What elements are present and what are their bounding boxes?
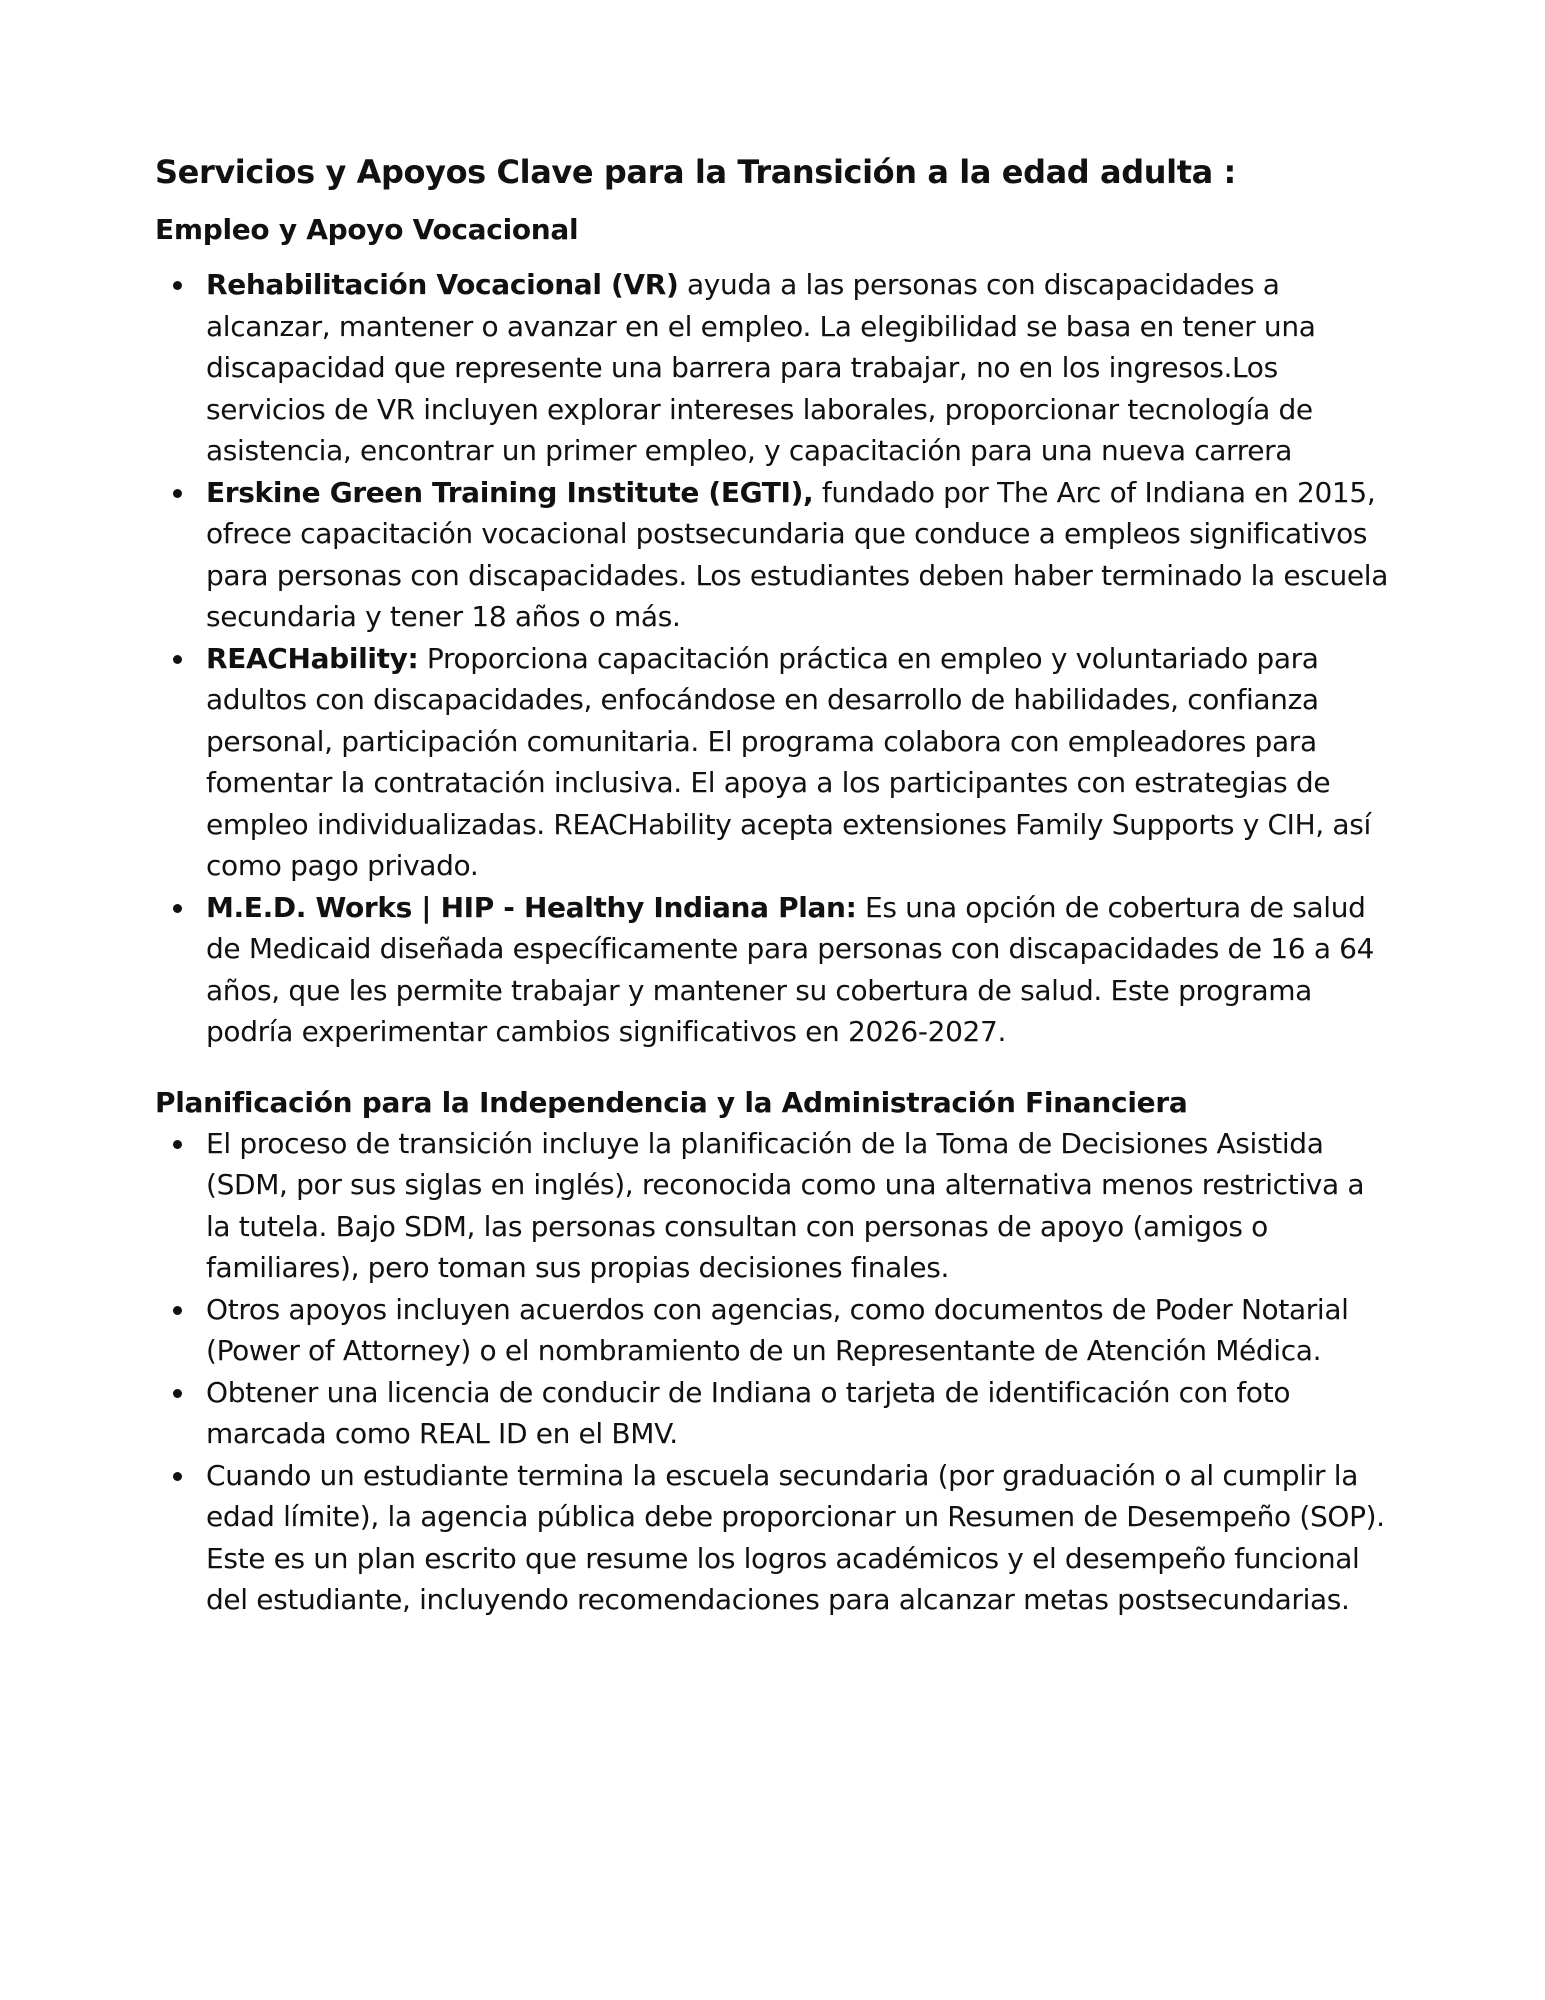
bullet-icon <box>173 1389 182 1398</box>
item-lead: Rehabilitación Vocacional (VR) <box>206 268 679 301</box>
list-item-summary-of-performance <box>155 1455 1395 1621</box>
document-page <box>155 150 1395 1621</box>
item-text: Obtener una licencia de conducir de Indiana o tarjeta de identificación con foto marcada como REAL ID en el BMV. <box>206 1375 1291 1450</box>
item-text: Cuando un estudiante termina la escuela secundaria (por graduación o al cumplir la edad límite), la agencia pública debe proporcionar un Resumen de Desempeño (SOP). Este es un plan escrito que resume los logros académicos y el desempeño funcional del estudiante, incluyendo recomendaciones para alcanzar metas postsecundarias. <box>206 1458 1385 1616</box>
item-lead: Erskine Green Training Institute (EGTI), <box>206 475 814 509</box>
item-text: fundado por The Arc of Indiana en 2015, ofrece capacitación vocacional postsecundaria que conduce a empleos significativos para personas con discapacidades. Los estudiantes deben haber terminado la escuela secundaria y tener 18 años o más. <box>206 475 1389 633</box>
bullet-icon <box>173 1140 182 1149</box>
list-item-med-works <box>155 887 1395 1053</box>
list-item-supported-decision-making <box>155 1123 1395 1289</box>
bullet-icon <box>173 281 182 290</box>
independence-list <box>155 1123 1395 1621</box>
list-item-vocational-rehabilitation <box>155 264 1395 472</box>
bullet-icon <box>173 1306 182 1315</box>
item-text: El proceso de transición incluye la planificación de la Toma de Decisiones Asistida (SDM, por sus siglas en inglés), reconocida como una alternativa menos restrictiva a la tutela. Bajo SDM, las personas consultan con personas de apoyo (amigos o familiares), pero toman sus propias decisiones finales. <box>206 1126 1365 1284</box>
section-heading-employment: Empleo y Apoyo Vocacional <box>155 213 579 246</box>
employment-list <box>155 264 1395 1053</box>
item-text: ayuda a las personas con discapacidades a alcanzar, mantener o avanzar en el empleo. La elegibilidad se basa en tener una discapacidad que represente una barrera para trabajar, no en los ingresos.Los servicios de VR incluyen explorar intereses laborales, proporcionar tecnología de asistencia, encontrar un primer empleo, y capacitación para una nueva carrera <box>206 268 1316 467</box>
list-item-other-supports <box>155 1289 1395 1372</box>
bullet-icon <box>173 655 182 664</box>
bullet-icon <box>173 1472 182 1481</box>
item-text: Es una opción de cobertura de salud de Medicaid diseñada específicamente para personas con discapacidades de 16 a 64 años, que les permite trabajar y mantener su cobertura de salud. Este programa podría experimentar cambios significativos en 2026-2027. <box>206 890 1375 1048</box>
list-item-real-id <box>155 1372 1395 1455</box>
document-title: Servicios y Apoyos Clave para la Transición a la edad adulta : <box>155 153 1236 191</box>
item-lead: REACHability: <box>206 641 419 675</box>
item-lead: M.E.D. Works | HIP - Healthy Indiana Plan: <box>206 890 857 924</box>
bullet-icon <box>173 489 182 498</box>
list-item-reachability <box>155 638 1395 887</box>
section-heading-independence: Planificación para la Independencia y la Administración Financiera <box>155 1085 1188 1119</box>
bullet-icon <box>173 904 182 913</box>
item-text: Proporciona capacitación práctica en empleo y voluntariado para adultos con discapacidades, enfocándose en desarrollo de habilidades, confianza personal, participación comunitaria. El programa colabora con empleadores para fomentar la contratación inclusiva. El apoya a los participantes con estrategias de empleo individualizadas. REACHability acepta extensiones Family Supports y CIH, así como pago privado. <box>206 641 1371 882</box>
list-item-egti <box>155 472 1395 638</box>
item-text: Otros apoyos incluyen acuerdos con agencias, como documentos de Poder Notarial (Power of Attorney) o el nombramiento de un Representante de Atención Médica. <box>206 1292 1349 1367</box>
